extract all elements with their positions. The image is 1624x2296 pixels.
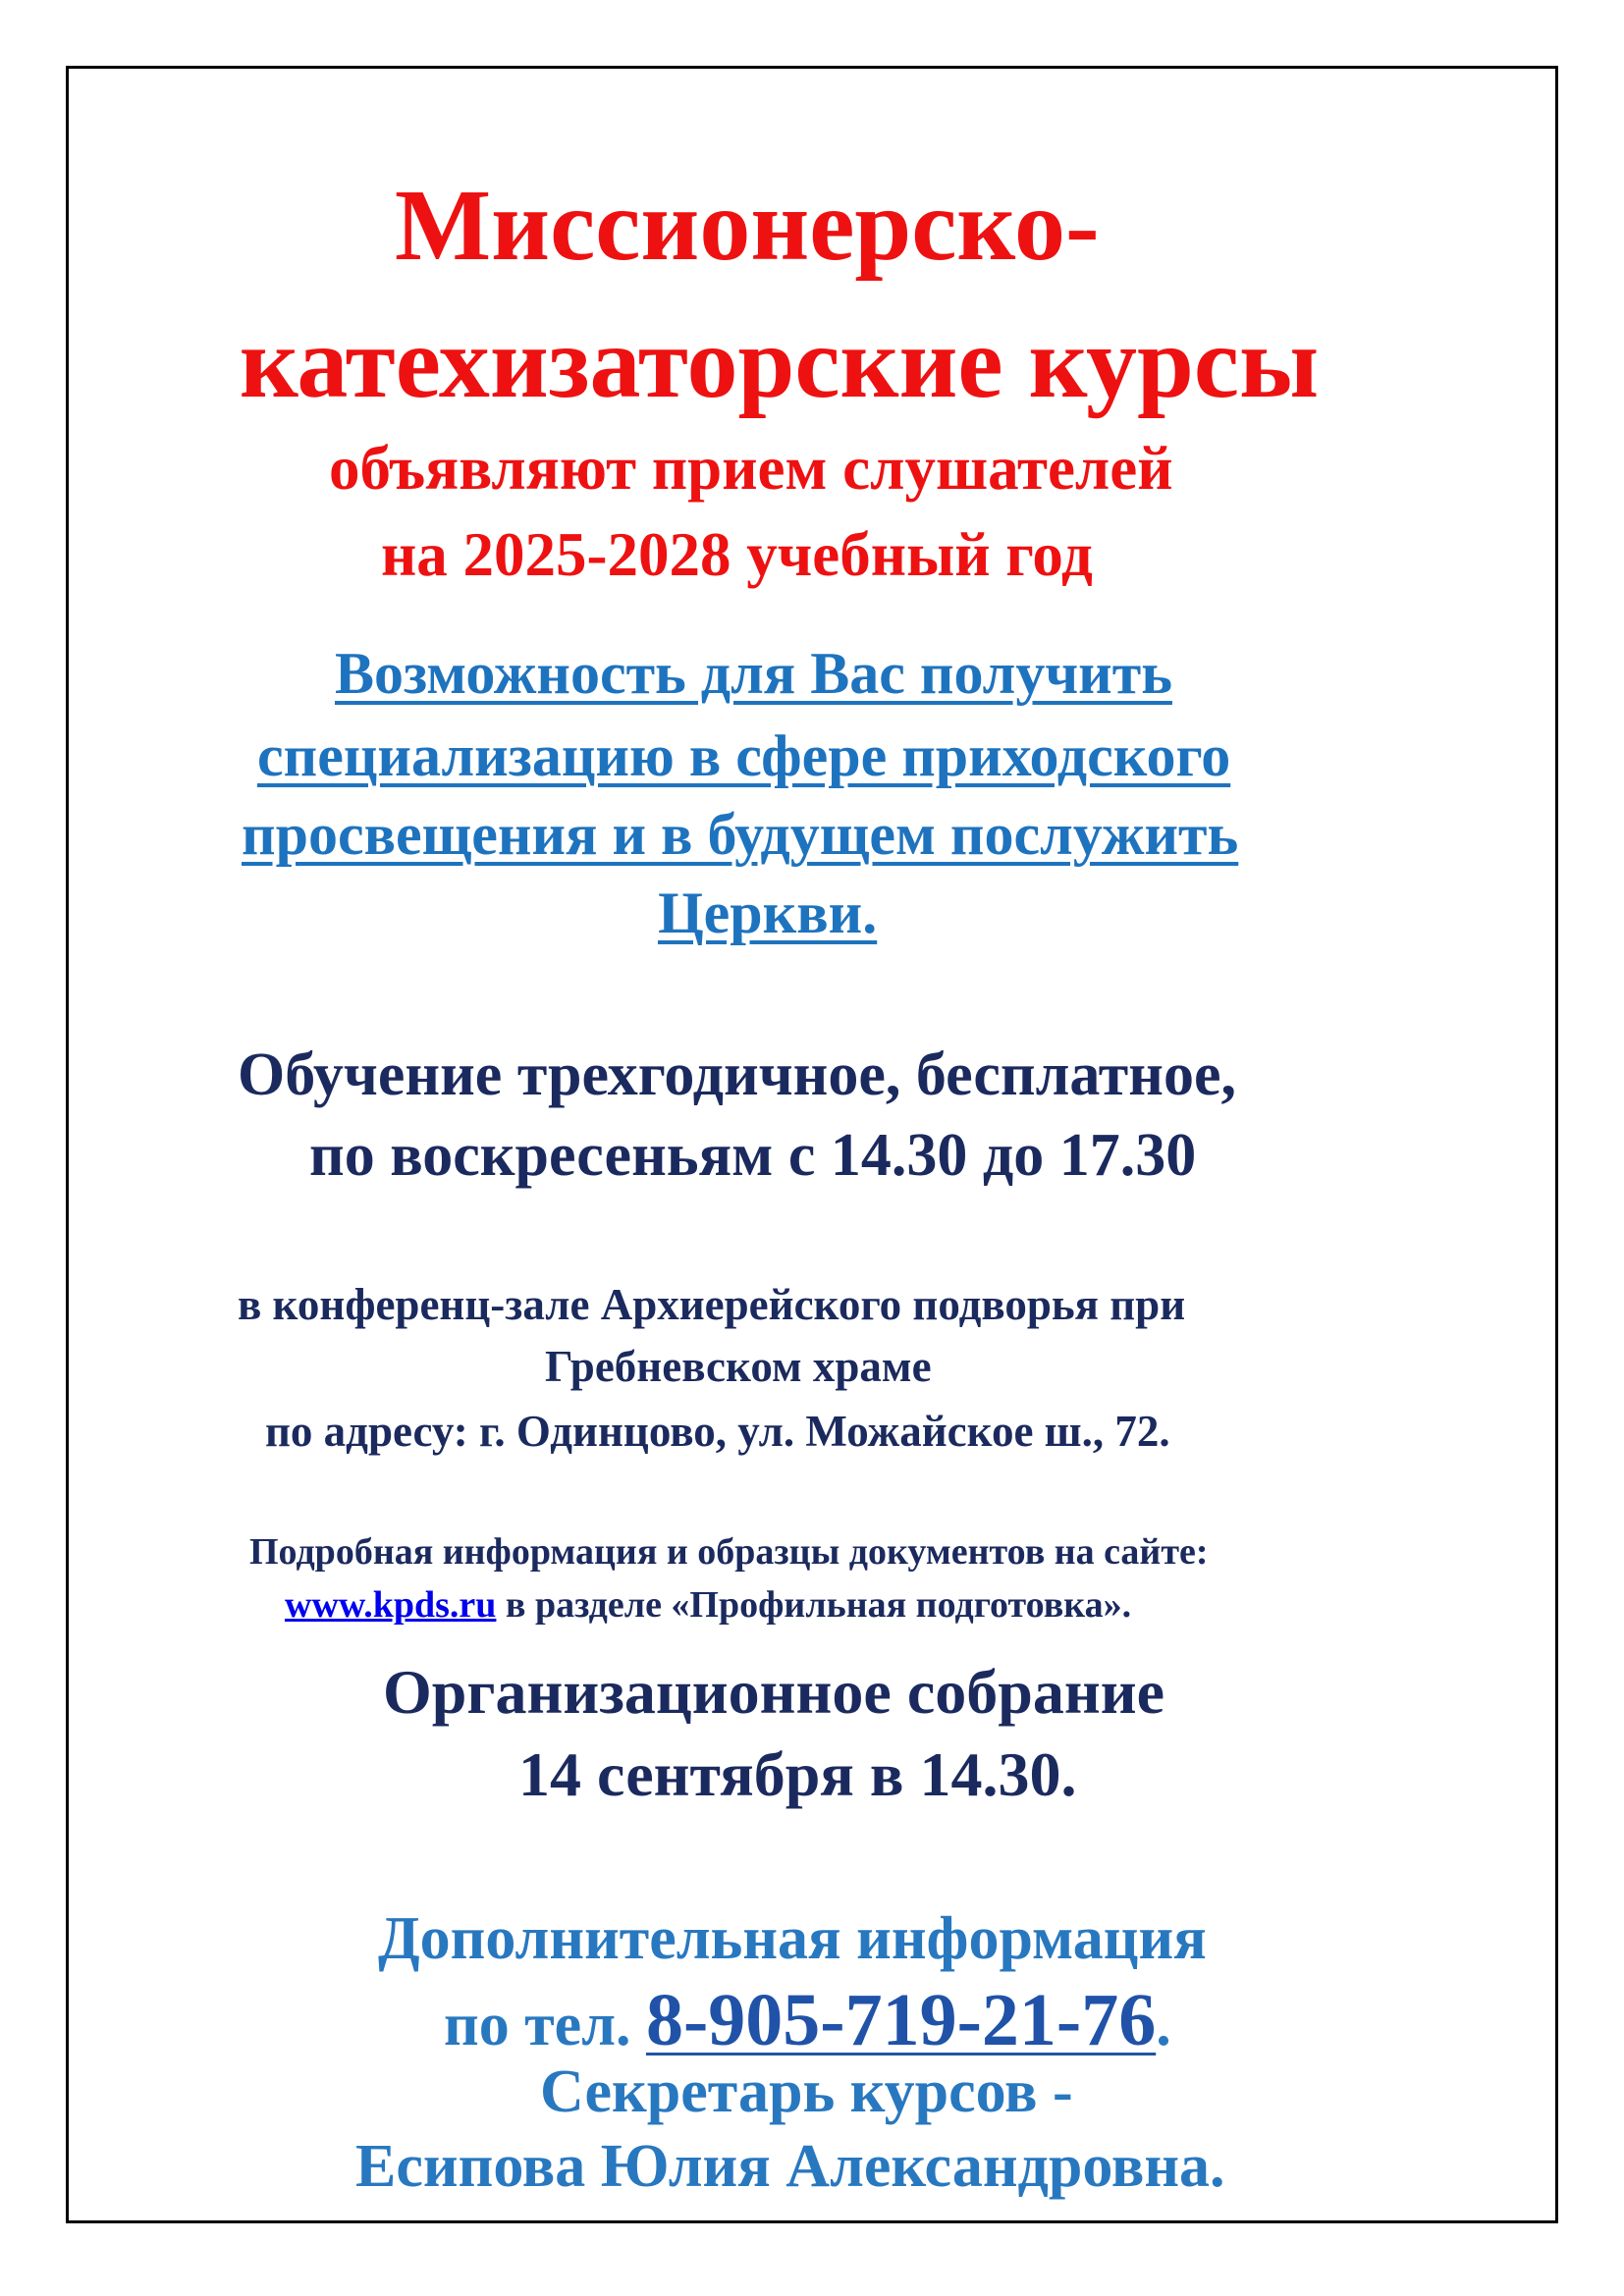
contact-line-4: Есипова Юлия Александровна. bbox=[355, 2133, 1225, 2200]
title-line-2: катехизаторские курсы bbox=[240, 306, 1320, 419]
contact-line-3: Секретарь курсов - bbox=[540, 2058, 1073, 2125]
contact-line-1: Дополнительная информация bbox=[378, 1905, 1207, 1972]
title-line-1: Миссионерско- bbox=[395, 169, 1100, 282]
location-line-1: в конференц-зале Архиерейского подворья при bbox=[238, 1280, 1186, 1329]
opportunity-line-1: Возможность для Вас получить bbox=[335, 641, 1172, 706]
location-line-2: Гребневском храме bbox=[545, 1342, 932, 1391]
opportunity-line-2: специализацию в сфере приходского bbox=[257, 723, 1231, 788]
details-line-1: Подробная информация и образцы документов на сайте: bbox=[249, 1531, 1209, 1573]
subtitle-line-1: объявляют прием слушателей bbox=[329, 434, 1173, 503]
phone-prefix: по тел. bbox=[444, 1992, 646, 2058]
opportunity-line-3: просвещения и в будущем послужить bbox=[242, 802, 1239, 867]
opportunity-line-4: Церкви. bbox=[658, 881, 878, 945]
website-link[interactable]: www.kpds.ru bbox=[285, 1584, 497, 1626]
meeting-line-1: Организационное собрание bbox=[383, 1657, 1164, 1727]
schedule-line-2: по воскресеньям с 14.30 до 17.30 bbox=[309, 1122, 1197, 1189]
details-line-2-text: в разделе «Профильная подготовка». bbox=[496, 1584, 1132, 1626]
subtitle-line-2: на 2025-2028 учебный год bbox=[381, 520, 1093, 589]
phone-suffix: . bbox=[1156, 1992, 1171, 2058]
location-line-3: по адресу: г. Одинцово, ул. Можайское ш., 72. bbox=[265, 1407, 1170, 1456]
schedule-line-1: Обучение трехгодичное, бесплатное, bbox=[238, 1041, 1236, 1108]
contact-line-2 bbox=[444, 1979, 1171, 2061]
phone-number-link[interactable]: 8-905-719-21-76 bbox=[645, 1979, 1157, 2061]
meeting-line-2: 14 сентября в 14.30. bbox=[518, 1739, 1077, 1809]
details-line-2 bbox=[285, 1586, 1131, 1624]
